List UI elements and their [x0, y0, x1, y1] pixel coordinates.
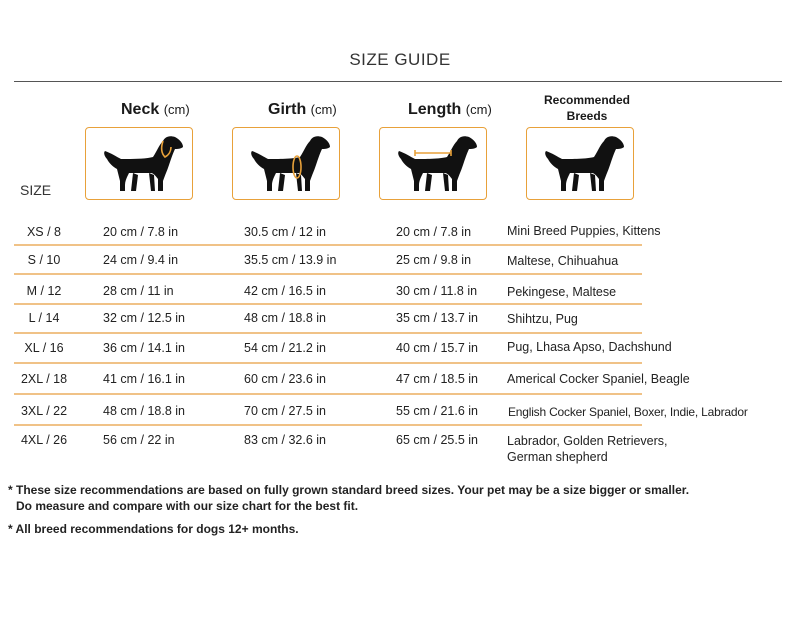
- girth-icon-box: [232, 127, 340, 200]
- row-divider: [14, 393, 642, 395]
- length-cell: 55 cm / 21.6 in: [396, 404, 478, 418]
- breeds-header-line1: Recommended: [543, 93, 631, 107]
- dog-neck-measure-icon: [91, 129, 187, 198]
- neck-cell: 41 cm / 16.1 in: [103, 372, 185, 386]
- size-cell: 3XL / 22: [20, 404, 68, 418]
- size-cell: XS / 8: [26, 225, 62, 239]
- breeds-cell: Shihtzu, Pug: [507, 312, 578, 326]
- size-column-label: SIZE: [20, 182, 52, 198]
- length-cell: 25 cm / 9.8 in: [396, 253, 472, 267]
- size-cell: L / 14: [28, 311, 60, 325]
- length-cell: 30 cm / 11.8 in: [396, 284, 478, 298]
- length-icon-box: [379, 127, 487, 200]
- breeds-line: Labrador, Golden Retrievers,: [507, 434, 668, 448]
- length-cell: 47 cm / 18.5 in: [396, 372, 478, 386]
- girth-cell: 35.5 cm / 13.9 in: [244, 253, 337, 267]
- girth-cell: 48 cm / 18.8 in: [244, 311, 326, 325]
- girth-cell: 30.5 cm / 12 in: [244, 225, 326, 239]
- size-cell: 2XL / 18: [20, 372, 68, 386]
- neck-header-unit: (cm): [163, 102, 190, 117]
- row-divider: [14, 303, 642, 305]
- neck-cell: 32 cm / 12.5 in: [103, 311, 185, 325]
- size-cell: S / 10: [27, 253, 61, 267]
- girth-cell: 70 cm / 27.5 in: [244, 404, 326, 418]
- breeds-cell: English Cocker Spaniel, Boxer, Indie, Labrador: [508, 405, 748, 419]
- length-header: [408, 101, 492, 119]
- neck-icon-box: [85, 127, 193, 200]
- length-cell: 65 cm / 25.5 in: [396, 433, 478, 447]
- breeds-cell: Pug, Lhasa Apso, Dachshund: [507, 340, 672, 354]
- breeds-cell: Pekingese, Maltese: [507, 285, 617, 299]
- title-divider: [14, 81, 782, 82]
- breeds-cell: Maltese, Chihuahua: [507, 254, 619, 268]
- girth-cell: 83 cm / 32.6 in: [244, 433, 326, 447]
- girth-header: [268, 101, 337, 119]
- girth-cell: 60 cm / 23.6 in: [244, 372, 326, 386]
- size-note-line1: * These size recommendations are based on fully grown standard breed sizes. Your pet may be a size bigger or smaller.: [8, 483, 690, 497]
- size-cell: M / 12: [26, 284, 62, 298]
- row-divider: [14, 273, 642, 275]
- girth-header-label: Girth: [268, 101, 307, 118]
- page-title: SIZE GUIDE: [349, 50, 451, 69]
- size-note: [8, 483, 689, 513]
- length-cell: 20 cm / 7.8 in: [396, 225, 472, 239]
- size-note-line2: Do measure and compare with our size chart for the best fit.: [16, 499, 359, 513]
- dog-girth-measure-icon: [238, 129, 334, 198]
- girth-cell: 42 cm / 16.5 in: [244, 284, 326, 298]
- neck-cell: 28 cm / 11 in: [103, 284, 174, 298]
- neck-header: [121, 101, 190, 119]
- breed-icon-box: [526, 127, 634, 200]
- breeds-cell: Americal Cocker Spaniel, Beagle: [507, 372, 690, 386]
- row-divider: [14, 244, 642, 246]
- length-cell: 40 cm / 15.7 in: [396, 341, 478, 355]
- girth-header-unit: (cm): [310, 102, 337, 117]
- row-divider: [14, 362, 642, 364]
- neck-cell: 36 cm / 14.1 in: [103, 341, 185, 355]
- neck-cell: 20 cm / 7.8 in: [103, 225, 179, 239]
- breeds-header-line2: Breeds: [566, 109, 608, 123]
- age-note: * All breed recommendations for dogs 12+ months.: [8, 522, 299, 536]
- row-divider: [14, 424, 642, 426]
- size-cell: 4XL / 26: [20, 433, 68, 447]
- length-header-label: Length: [408, 101, 462, 118]
- length-header-unit: (cm): [465, 102, 492, 117]
- dog-length-measure-icon: [385, 129, 481, 198]
- dog-breed-icon: [532, 129, 628, 198]
- breeds-header: [532, 92, 642, 124]
- length-cell: 35 cm / 13.7 in: [396, 311, 478, 325]
- breeds-line: German shepherd: [507, 450, 608, 464]
- size-cell: XL / 16: [24, 341, 64, 355]
- neck-header-label: Neck: [121, 101, 160, 118]
- neck-cell: 48 cm / 18.8 in: [103, 404, 185, 418]
- breeds-cell: Mini Breed Puppies, Kittens: [507, 224, 661, 238]
- row-divider: [14, 332, 642, 334]
- neck-cell: 24 cm / 9.4 in: [103, 253, 179, 267]
- girth-cell: 54 cm / 21.2 in: [244, 341, 326, 355]
- neck-cell: 56 cm / 22 in: [103, 433, 175, 447]
